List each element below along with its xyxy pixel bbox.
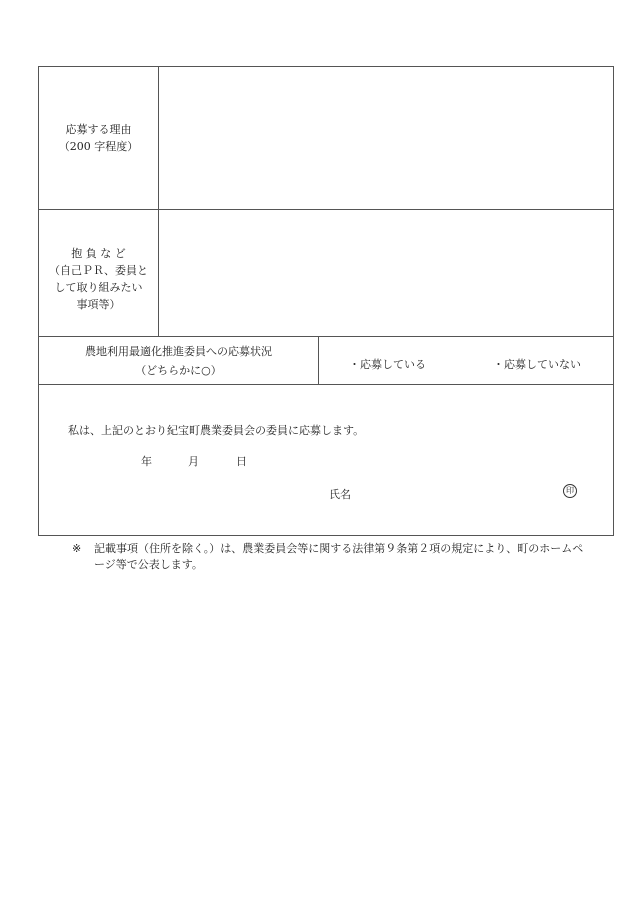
option-not-applying[interactable]: ・応募していない <box>493 358 581 371</box>
date-day-label: 日 <box>236 455 247 468</box>
reason-label: 応募する理由 <box>65 123 132 136</box>
footnote <box>72 541 592 573</box>
date-month-label: 月 <box>188 455 199 468</box>
reason-label-note: （200 字程度） <box>58 140 139 153</box>
ambition-label: 抱 負 な ど <box>71 247 126 260</box>
status-options-cell <box>319 337 613 384</box>
ambition-label-cell <box>39 210 159 336</box>
footnote-text: 記載事項（住所を除く。）は、農業委員会等に関する法律第９条第２項の規定により、町のホームページ等で公表します。 <box>94 542 584 571</box>
status-label: 農地利用最適化推進委員への応募状況 <box>85 344 272 358</box>
declaration-row <box>39 385 613 535</box>
option-applying[interactable]: ・応募している <box>349 358 426 371</box>
footnote-mark: ※ <box>72 542 82 555</box>
ambition-label-note-3: 事項等） <box>76 298 121 311</box>
ambition-input-area[interactable] <box>159 210 613 336</box>
seal-icon: 印 <box>563 484 577 498</box>
application-form-table <box>38 66 614 536</box>
reason-label-cell <box>39 67 159 209</box>
ambition-row <box>39 210 613 337</box>
reason-input-area[interactable] <box>159 67 613 209</box>
status-label-note: （どちらかに○） <box>135 363 222 377</box>
declaration-text: 私は、上記のとおり紀宝町農業委員会の委員に応募します。 <box>68 424 365 437</box>
reason-row <box>39 67 613 210</box>
name-label: 氏名 <box>329 488 351 501</box>
ambition-label-note-1: （自己ＰＲ、委員と <box>49 264 148 277</box>
date-year-label: 年 <box>141 455 152 468</box>
status-label-cell <box>39 337 319 384</box>
status-row <box>39 337 613 385</box>
ambition-label-note-2: して取り組みたい <box>54 281 143 294</box>
